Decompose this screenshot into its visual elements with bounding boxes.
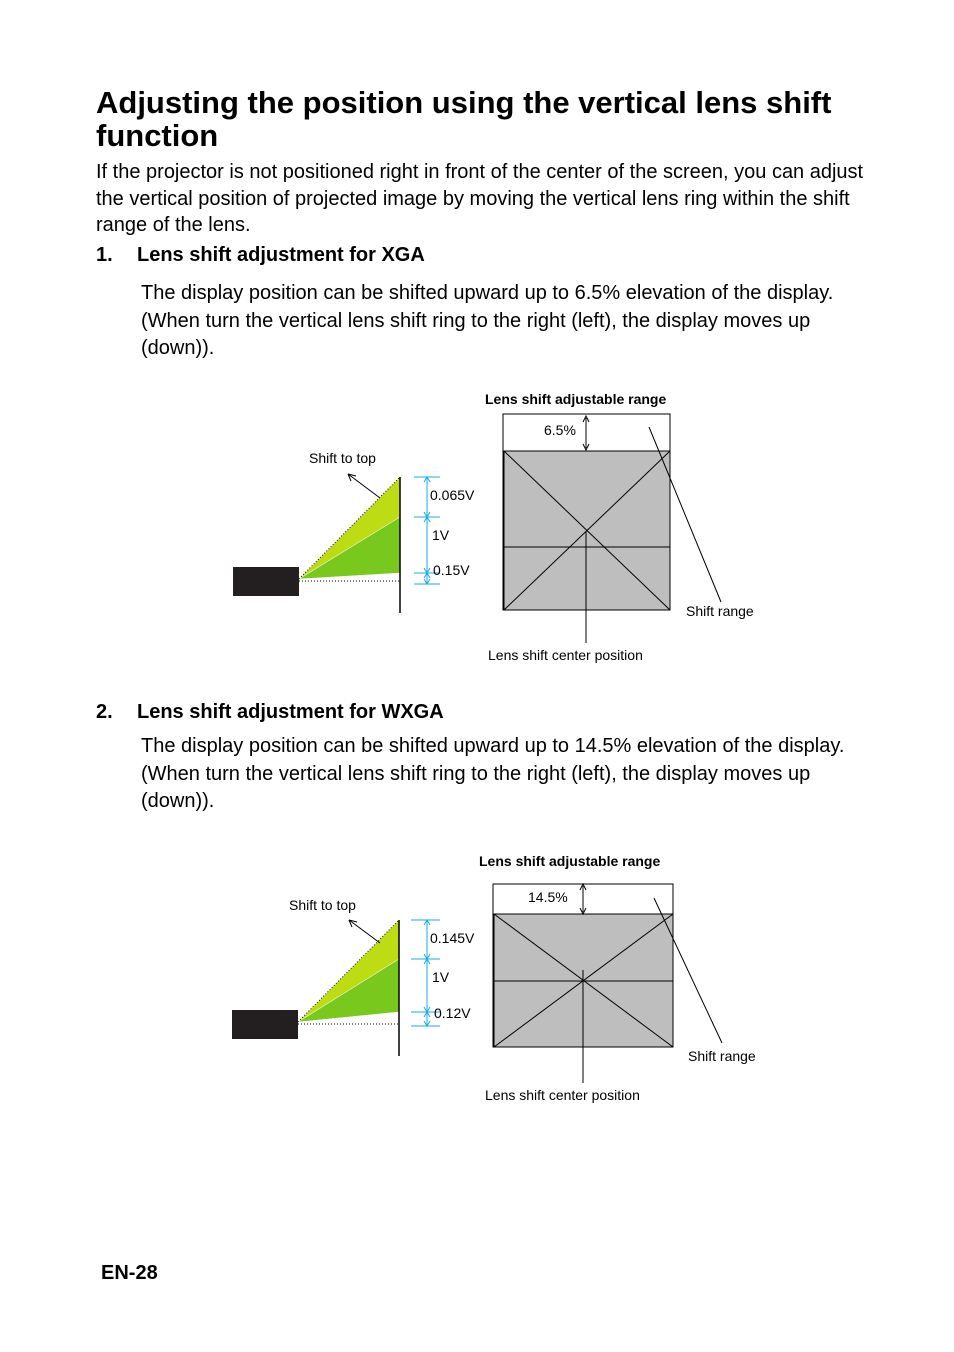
xga-shift-range-label: Shift range xyxy=(686,603,754,619)
wxga-lens-shift-diagram xyxy=(0,840,954,1110)
page-title: Adjusting the position using the vertical lens shift function xyxy=(96,85,832,153)
xga-diagram-svg xyxy=(0,380,954,680)
wxga-diagram-svg xyxy=(0,840,954,1110)
xga-lens-shift-diagram xyxy=(0,380,954,680)
wxga-shift-range-label: Shift range xyxy=(688,1048,756,1064)
wxga-shift-arrow xyxy=(349,920,380,943)
xga-percent-label: 6.5% xyxy=(544,422,576,438)
section-1-title: Lens shift adjustment for XGA xyxy=(137,244,425,266)
intro-paragraph: If the projector is not positioned right in front of the center of the screen, you can adjust the vertical position of projected image by moving the vertical lens ring within the shift range of the lens. xyxy=(96,161,864,236)
section-1-number: 1. xyxy=(96,244,113,266)
wxga-shift-to-top-label: Shift to top xyxy=(289,897,356,913)
wxga-bottom-offset-label: 0.12V xyxy=(434,1005,471,1021)
xga-projector-icon xyxy=(233,567,299,596)
xga-bottom-offset-label: 0.15V xyxy=(433,562,470,578)
wxga-top-offset-label: 0.145V xyxy=(430,930,475,946)
xga-height-label: 1V xyxy=(432,527,450,543)
section-1-body: The display position can be shifted upward up to 6.5% elevation of the display. (When turn the vertical lens shift ring to the right (left), the display moves up (down)). xyxy=(141,282,834,359)
wxga-height-label: 1V xyxy=(432,969,450,985)
xga-shift-to-top-label: Shift to top xyxy=(309,450,376,466)
xga-center-position-label: Lens shift center position xyxy=(488,647,643,663)
xga-shift-arrow xyxy=(348,474,380,498)
wxga-beam-dark xyxy=(298,959,399,1022)
section-1-heading xyxy=(96,243,425,267)
xga-top-offset-label: 0.065V xyxy=(430,487,475,503)
page-number: EN-28 xyxy=(101,1262,158,1284)
wxga-projector-icon xyxy=(232,1010,298,1039)
section-2-number: 2. xyxy=(96,701,113,723)
wxga-adjustable-range-label: Lens shift adjustable range xyxy=(479,853,661,869)
section-2-body: The display position can be shifted upward up to 14.5% elevation of the display. (When turn the vertical lens shift ring to the right (left), the display moves up (down)). xyxy=(141,735,845,812)
wxga-center-position-label: Lens shift center position xyxy=(485,1087,640,1103)
xga-beam-dark xyxy=(299,517,400,579)
wxga-percent-label: 14.5% xyxy=(528,889,568,905)
section-2-title: Lens shift adjustment for WXGA xyxy=(137,701,444,723)
xga-adjustable-range-label: Lens shift adjustable range xyxy=(485,391,667,407)
section-2-heading xyxy=(96,700,444,724)
